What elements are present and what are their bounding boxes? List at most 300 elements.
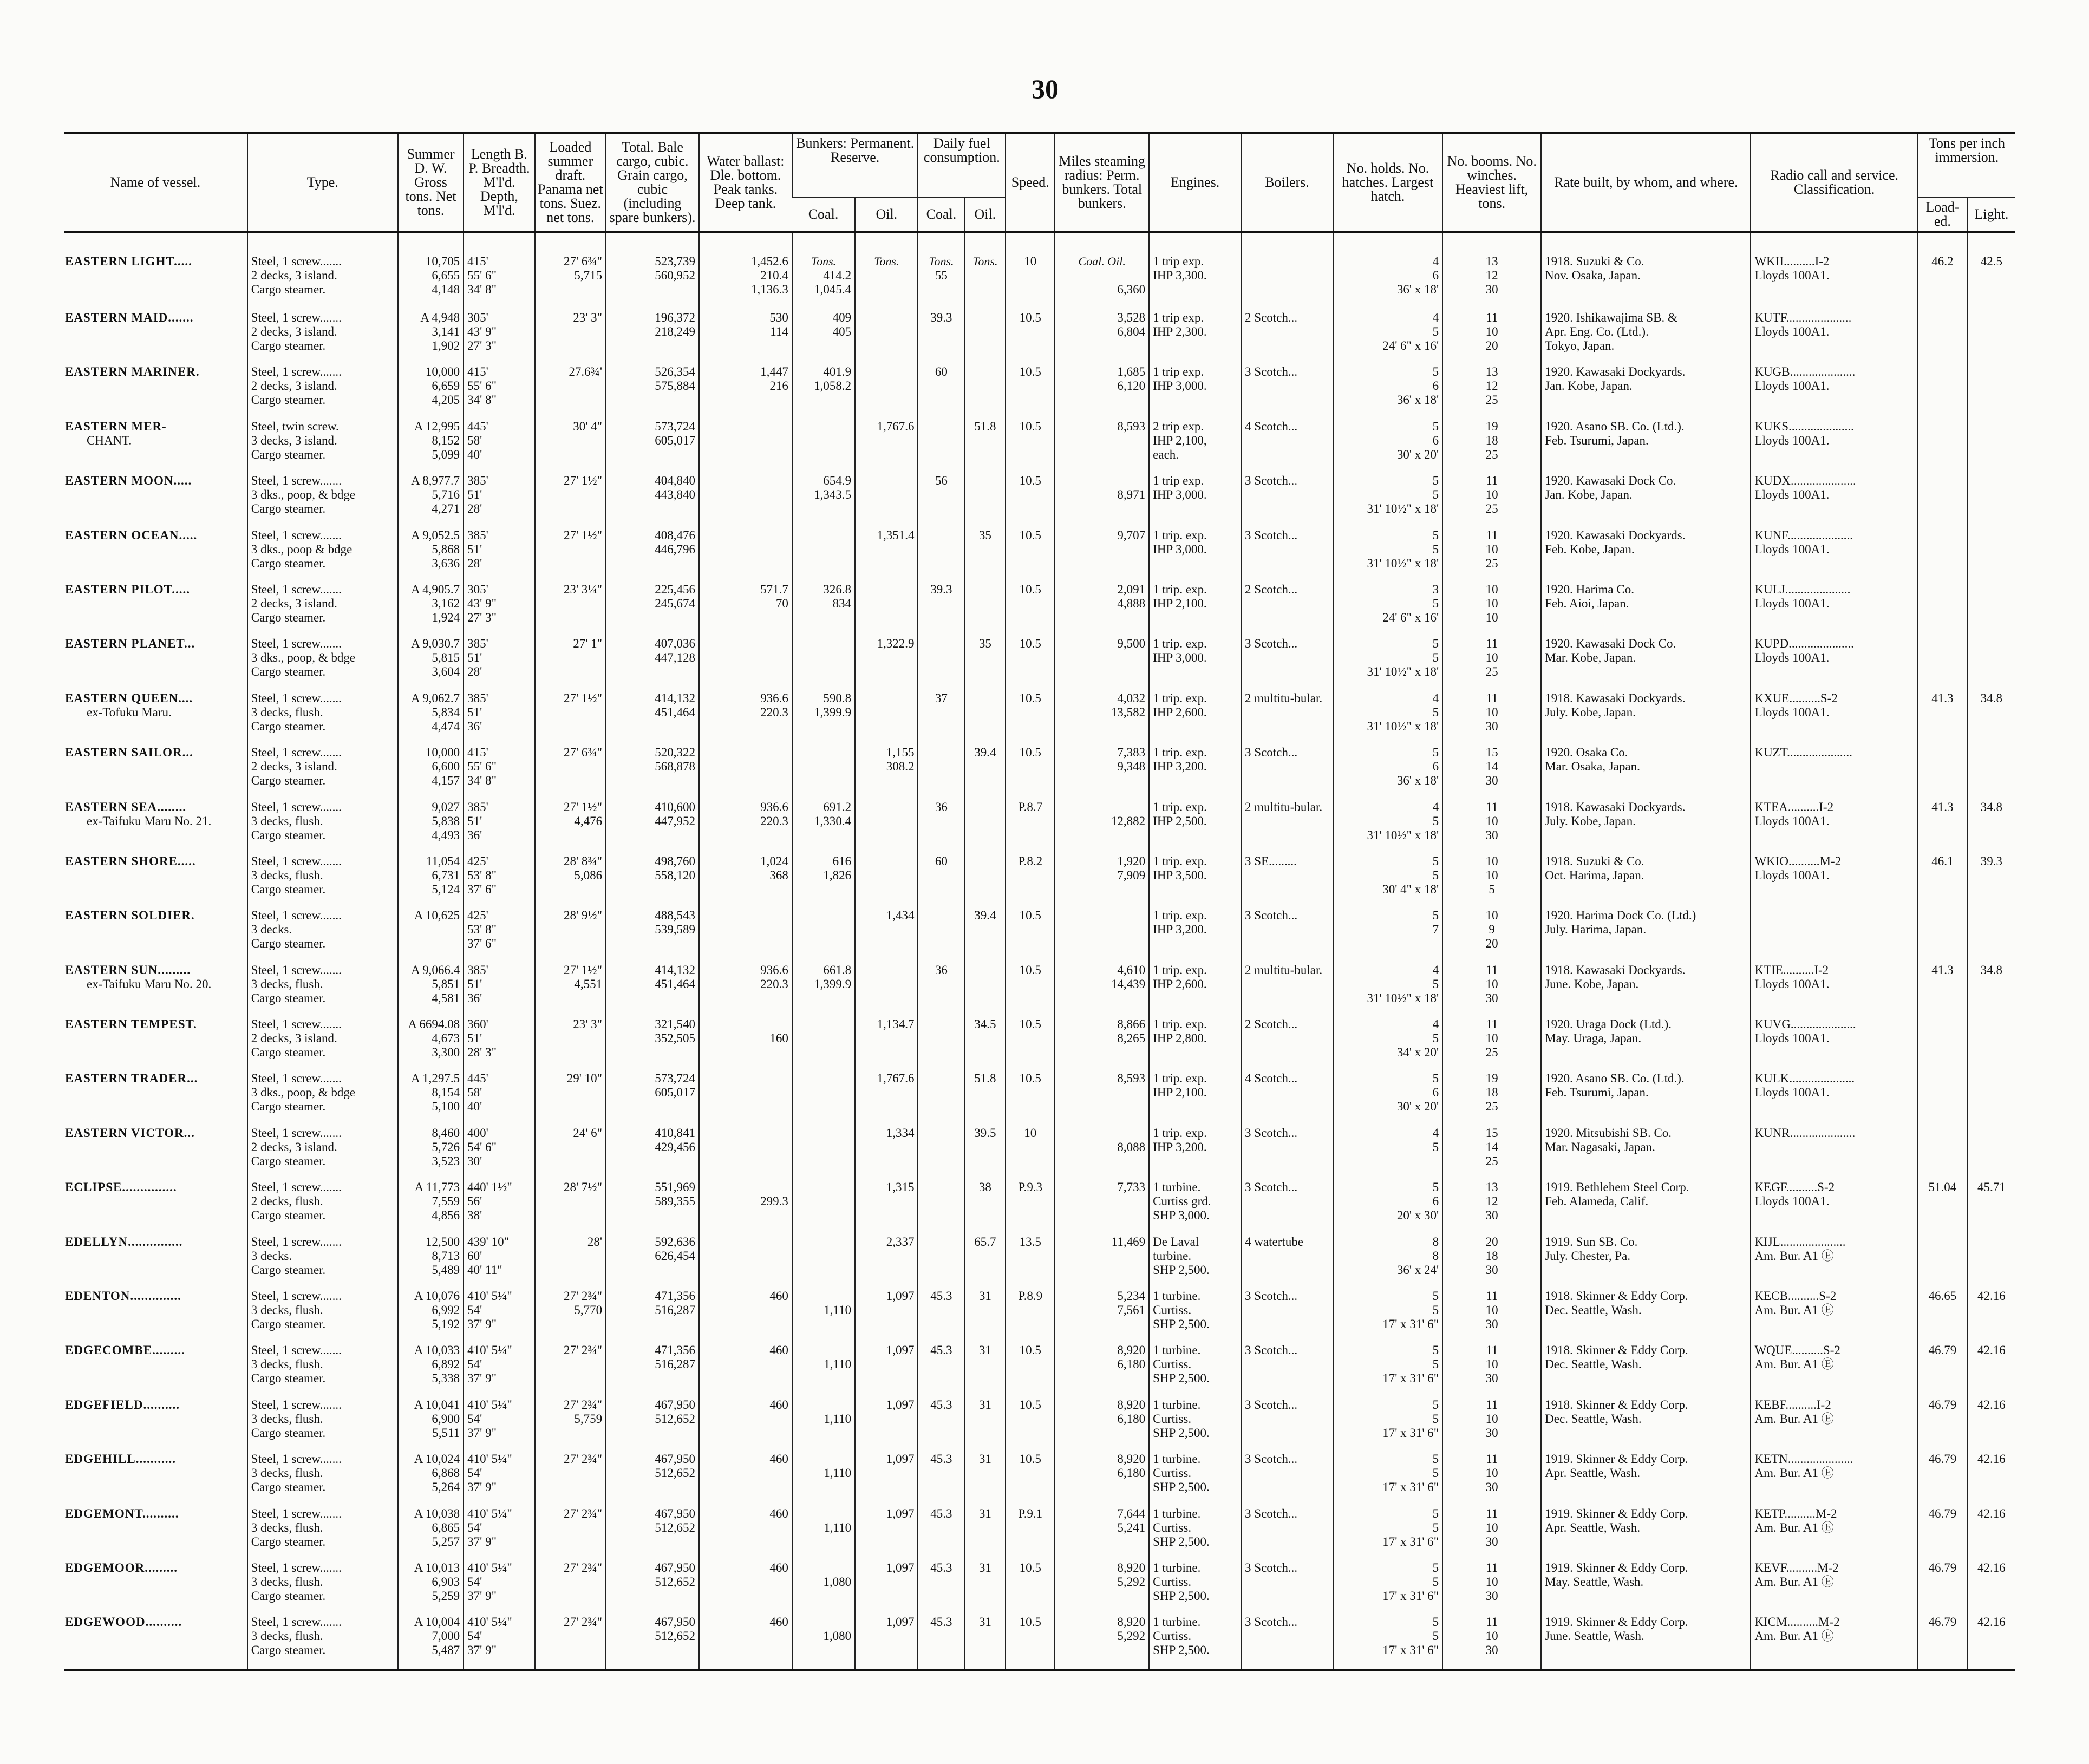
cell-line: 11 bbox=[1486, 1452, 1498, 1466]
cell-line: Feb. Tsurumi, Japan. bbox=[1545, 433, 1649, 447]
cell-line: A 11,773 bbox=[414, 1180, 460, 1194]
cell-value: 31 bbox=[978, 1289, 991, 1303]
cell-line: 37' 9" bbox=[467, 1317, 497, 1331]
cell-line: 13 bbox=[1485, 254, 1498, 268]
cell-line: 1920. Asano SB. Co. (Ltd.). bbox=[1545, 419, 1685, 433]
cell-bunker-coal bbox=[792, 1072, 855, 1126]
cell-value: 45.3 bbox=[930, 1615, 952, 1629]
cell-line: 5,257 bbox=[432, 1534, 460, 1549]
cell-line bbox=[796, 1126, 851, 1140]
cell-tons-light bbox=[1967, 1235, 2015, 1289]
cell-value bbox=[1971, 420, 2012, 434]
cell-line: Cargo steamer. bbox=[251, 447, 326, 461]
cell-line bbox=[703, 923, 788, 937]
cell-bunker-oil bbox=[855, 854, 918, 909]
cell-vessel-name bbox=[64, 474, 247, 528]
cell-line: Mar. Osaka, Japan. bbox=[1545, 760, 1640, 774]
cell-line: Steel, 1 screw....... bbox=[251, 1343, 342, 1357]
cell-line: 40' bbox=[467, 447, 482, 461]
vessel-name: EASTERN TRADER... bbox=[65, 1072, 198, 1086]
cell-value: 42.16 bbox=[1977, 1452, 2006, 1466]
table-row bbox=[64, 311, 2015, 365]
cell-line bbox=[796, 746, 851, 760]
cell-line: 1920. Kawasaki Dockyards. bbox=[1545, 365, 1686, 379]
cell-line: 5 bbox=[1432, 488, 1439, 502]
cell-miles bbox=[1055, 800, 1149, 854]
cell-line: 1918. Skinner & Eddy Corp. bbox=[1545, 1343, 1688, 1357]
cell-line bbox=[1059, 883, 1145, 897]
cell-line: 1,024 bbox=[760, 854, 788, 868]
cell-line bbox=[610, 828, 695, 842]
cell-line: 3 decks. bbox=[251, 1249, 292, 1263]
cell-holds bbox=[1333, 1343, 1442, 1397]
cell-speed bbox=[1006, 1507, 1055, 1561]
cell-value: 46.79 bbox=[1928, 1397, 1957, 1412]
cell-tons-loaded bbox=[1918, 583, 1967, 637]
cell-line bbox=[1545, 557, 1747, 571]
header-miles: Miles steaming radius: Perm. bunkers. Total bunkers. bbox=[1055, 133, 1149, 232]
cell-line: 1 turbine. bbox=[1153, 1289, 1201, 1303]
cell-line bbox=[539, 325, 602, 339]
cell-fuel-coal bbox=[918, 583, 964, 637]
cell-line: 28' 9½" bbox=[564, 909, 603, 923]
cell-line bbox=[796, 434, 851, 448]
cell-line bbox=[859, 828, 914, 842]
cell-loaded bbox=[535, 1343, 606, 1397]
cell-line: Steel, 1 screw....... bbox=[251, 254, 342, 268]
cell-line: 512,652 bbox=[655, 1466, 695, 1480]
cell-line: 31' 10½" x 18' bbox=[1367, 502, 1439, 516]
cell-value: 2 multitu-bular. bbox=[1245, 963, 1323, 977]
cell-line bbox=[1545, 883, 1747, 897]
cell-line: 70 bbox=[775, 596, 788, 610]
cell-line: 14 bbox=[1485, 760, 1498, 774]
cell-line bbox=[703, 883, 788, 897]
cell-line: 410' 5¼" bbox=[467, 1615, 512, 1629]
cell-line: 36' x 18' bbox=[1396, 393, 1439, 407]
cell-type bbox=[247, 583, 398, 637]
cell-value bbox=[922, 420, 961, 434]
cell-tons-light bbox=[1967, 1343, 2015, 1397]
cell-line: 1918. Suzuki & Co. bbox=[1545, 254, 1644, 268]
cell-boilers bbox=[1241, 1398, 1333, 1452]
cell-total bbox=[606, 365, 699, 419]
cell-value: 10.5 bbox=[1019, 909, 1041, 923]
cell-radio bbox=[1751, 1017, 1917, 1072]
cell-value: 56 bbox=[935, 474, 948, 488]
cell-line: 1919. Bethlehem Steel Corp. bbox=[1545, 1180, 1689, 1194]
cell-length bbox=[464, 746, 534, 800]
vessel-name: EDGEFIELD.......... bbox=[65, 1397, 180, 1412]
cell-type bbox=[247, 963, 398, 1017]
cell-line: 10 bbox=[1485, 909, 1498, 923]
cell-total bbox=[606, 528, 699, 583]
cell-value: 10.5 bbox=[1019, 311, 1041, 324]
cell-type bbox=[247, 1126, 398, 1180]
cell-rate-built bbox=[1541, 637, 1751, 691]
cell-line: 6,900 bbox=[432, 1412, 460, 1426]
cell-line bbox=[539, 448, 602, 462]
cell-fuel-oil bbox=[964, 909, 1006, 963]
cell-line: 10 bbox=[1485, 1629, 1498, 1643]
cell-line: Curtiss. bbox=[1153, 1303, 1192, 1317]
cell-line: 385' bbox=[467, 963, 488, 977]
cell-holds bbox=[1333, 746, 1442, 800]
cell-speed bbox=[1006, 909, 1055, 963]
vessel-rows bbox=[64, 232, 2015, 1670]
cell-line: KEGF..........S-2 bbox=[1754, 1180, 1835, 1194]
table-row bbox=[64, 583, 2015, 637]
cell-booms bbox=[1442, 1289, 1541, 1343]
cell-line: 1,685 bbox=[1117, 365, 1146, 379]
cell-line: 414,132 bbox=[655, 691, 695, 705]
vessel-name: EASTERN VICTOR... bbox=[65, 1126, 195, 1140]
cell-line bbox=[703, 746, 788, 760]
cell-value: 31 bbox=[978, 1506, 991, 1520]
unit-label: Tons. bbox=[811, 254, 837, 268]
cell-line bbox=[610, 1643, 695, 1657]
cell-fuel-coal bbox=[918, 1289, 964, 1343]
cell-value: 10.5 bbox=[1019, 365, 1041, 379]
table-row bbox=[64, 746, 2015, 800]
cell-line: 28' 7½" bbox=[564, 1180, 603, 1194]
cell-line: 5 bbox=[1432, 474, 1439, 488]
cell-value: 34.5 bbox=[974, 1017, 996, 1031]
cell-value: 39.5 bbox=[974, 1126, 996, 1140]
cell-total bbox=[606, 232, 699, 311]
cell-tons-light bbox=[1967, 311, 2015, 365]
cell-boilers bbox=[1241, 691, 1333, 746]
cell-value: 10.5 bbox=[1019, 1560, 1041, 1574]
cell-type bbox=[247, 800, 398, 854]
cell-line: Steel, 1 screw....... bbox=[251, 691, 342, 705]
cell-line: 27' 2¾" bbox=[564, 1289, 603, 1303]
cell-length bbox=[464, 909, 534, 963]
cell-radio bbox=[1751, 1398, 1917, 1452]
vessel-name: EASTERN PLANET... bbox=[65, 637, 195, 651]
cell-rate-built bbox=[1541, 1343, 1751, 1397]
cell-line: 3 decks, flush. bbox=[251, 814, 323, 828]
cell-line: 4 bbox=[1432, 311, 1439, 324]
cell-line: Lloyds 100A1. bbox=[1754, 705, 1830, 719]
cell-bunker-oil bbox=[855, 1398, 918, 1452]
cell-line: IHP 2,500. bbox=[1153, 814, 1207, 828]
cell-tons-light bbox=[1967, 854, 2015, 909]
cell-line: 27' 1½" bbox=[564, 474, 603, 488]
cell-line bbox=[610, 283, 695, 297]
cell-line: 3 decks, 3 island. bbox=[251, 433, 337, 447]
cell-holds bbox=[1333, 1180, 1442, 1234]
cell-line: 30' x 20' bbox=[1396, 1100, 1439, 1114]
cell-line bbox=[703, 1046, 788, 1060]
cell-radio bbox=[1751, 746, 1917, 800]
cell-fuel-oil bbox=[964, 1289, 1006, 1343]
cell-line bbox=[796, 923, 851, 937]
cell-tons-loaded bbox=[1918, 909, 1967, 963]
cell-line bbox=[859, 1140, 914, 1154]
cell-line bbox=[796, 1398, 851, 1412]
cell-line bbox=[610, 557, 695, 571]
header-summer: Summer D. W. Gross tons. Net tons. bbox=[398, 133, 464, 232]
cell-line: 5 bbox=[1432, 909, 1439, 923]
cell-bunker-oil bbox=[855, 1072, 918, 1126]
cell-loaded bbox=[535, 1289, 606, 1343]
cell-line: 36' bbox=[467, 719, 482, 733]
cell-tons-loaded bbox=[1918, 1289, 1967, 1343]
cell-line: 30 bbox=[1485, 283, 1498, 296]
cell-value: 45.3 bbox=[930, 1343, 952, 1357]
cell-type bbox=[247, 232, 398, 311]
cell-line bbox=[610, 611, 695, 625]
cell-line: 445' bbox=[467, 419, 488, 433]
cell-line: 326.8 bbox=[823, 582, 852, 596]
cell-value: 31 bbox=[978, 1560, 991, 1574]
cell-line: KUKS..................... bbox=[1754, 419, 1854, 433]
cell-line: 37' 9" bbox=[467, 1534, 497, 1549]
cell-value bbox=[1971, 528, 2012, 543]
header-engines: Engines. bbox=[1149, 133, 1241, 232]
cell-line bbox=[796, 1615, 851, 1629]
cell-value: 51.04 bbox=[1928, 1180, 1957, 1194]
cell-line: IHP 3,000. bbox=[1153, 651, 1207, 665]
cell-value bbox=[922, 1235, 961, 1249]
cell-tons-light bbox=[1967, 1180, 2015, 1234]
cell-line: Cargo steamer. bbox=[251, 502, 326, 516]
unit-label: Tons. bbox=[929, 254, 954, 268]
cell-booms bbox=[1442, 1017, 1541, 1072]
cell-boilers bbox=[1241, 1343, 1333, 1397]
cell-line: 6,731 bbox=[432, 868, 460, 882]
cell-line: Steel, twin screw. bbox=[251, 419, 339, 433]
cell-total bbox=[606, 800, 699, 854]
cell-line: A 6694.08 bbox=[408, 1017, 460, 1031]
cell-line: 1 trip. exp. bbox=[1153, 854, 1207, 868]
cell-line bbox=[703, 474, 788, 488]
vessel-name: EDENTON.............. bbox=[65, 1289, 181, 1303]
cell-booms bbox=[1442, 1398, 1541, 1452]
cell-line bbox=[1545, 1535, 1747, 1549]
cell-line: 11 bbox=[1486, 1506, 1498, 1520]
cell-loaded bbox=[535, 963, 606, 1017]
cell-line bbox=[539, 1031, 602, 1046]
cell-line: 20 bbox=[1485, 339, 1498, 352]
cell-tons-loaded bbox=[1918, 1072, 1967, 1126]
cell-line: 410' 5¼" bbox=[467, 1560, 512, 1574]
cell-boilers bbox=[1241, 746, 1333, 800]
cell-line bbox=[703, 1249, 788, 1263]
vessel-former-name: ex-Tofuku Maru. bbox=[87, 705, 172, 719]
cell-radio bbox=[1751, 800, 1917, 854]
vessel-name: EASTERN MER- bbox=[65, 419, 167, 433]
cell-line: 1,924 bbox=[432, 610, 460, 624]
cell-line: Feb. Alameda, Calif. bbox=[1545, 1194, 1649, 1208]
cell-bunker-oil bbox=[855, 746, 918, 800]
cell-total bbox=[606, 637, 699, 691]
cell-line bbox=[859, 611, 914, 625]
cell-length bbox=[464, 963, 534, 1017]
cell-line: Steel, 1 screw....... bbox=[251, 1234, 342, 1249]
cell-boilers bbox=[1241, 1072, 1333, 1126]
cell-loaded bbox=[535, 232, 606, 311]
cell-line: 1 trip exp. bbox=[1153, 474, 1204, 488]
cell-line: 3,162 bbox=[432, 596, 460, 610]
cell-booms bbox=[1442, 800, 1541, 854]
cell-line: KUZT..................... bbox=[1754, 746, 1852, 760]
cell-line: 6,655 bbox=[432, 269, 460, 282]
cell-speed bbox=[1006, 1398, 1055, 1452]
cell-line: Am. Bur. A1 Ⓔ bbox=[1754, 1249, 1834, 1263]
cell-speed bbox=[1006, 963, 1055, 1017]
cell-line: Jan. Kobe, Japan. bbox=[1545, 488, 1633, 502]
cell-summer bbox=[398, 1180, 464, 1234]
cell-line: Am. Bur. A1 Ⓔ bbox=[1754, 1466, 1834, 1480]
cell-line: 27' 2¾" bbox=[564, 1560, 603, 1574]
table-row bbox=[64, 1289, 2015, 1343]
cell-line: Steel, 1 screw....... bbox=[251, 474, 342, 488]
cell-tons-light bbox=[1967, 963, 2015, 1017]
cell-line: 4 bbox=[1432, 800, 1439, 814]
cell-line: 17' x 31' 6" bbox=[1382, 1426, 1439, 1440]
cell-line: 5,234 bbox=[1117, 1289, 1146, 1303]
cell-loaded bbox=[535, 365, 606, 419]
cell-line: 6,868 bbox=[432, 1466, 460, 1480]
cell-line: 5 bbox=[1432, 1357, 1439, 1371]
cell-line: 58' bbox=[467, 433, 482, 447]
cell-line: Cargo steamer. bbox=[251, 339, 326, 352]
cell-booms bbox=[1442, 746, 1541, 800]
cell-line: 352,505 bbox=[655, 1031, 695, 1046]
cell-value bbox=[1922, 637, 1963, 651]
cell-length bbox=[464, 1289, 534, 1343]
cell-vessel-name bbox=[64, 1507, 247, 1561]
cell-fuel-oil bbox=[964, 1235, 1006, 1289]
cell-line: 404,840 bbox=[655, 474, 695, 488]
cell-type bbox=[247, 311, 398, 365]
cell-line bbox=[1153, 283, 1237, 297]
cell-line: 385' bbox=[467, 637, 488, 651]
cell-line: 5 bbox=[1432, 528, 1439, 542]
cell-line: 11 bbox=[1486, 311, 1498, 324]
cell-line: 13,582 bbox=[1111, 705, 1146, 719]
cell-line: 30' 4" x 18' bbox=[1382, 882, 1439, 896]
cell-value bbox=[968, 474, 1002, 488]
cell-line: 37' 6" bbox=[467, 882, 497, 896]
cell-line: 10 bbox=[1485, 854, 1498, 868]
cell-value bbox=[1922, 1072, 1963, 1086]
cell-line bbox=[703, 665, 788, 679]
cell-line: 43' 9" bbox=[467, 325, 497, 338]
cell-tons-loaded bbox=[1918, 1126, 1967, 1180]
cell-line: 14,439 bbox=[1111, 977, 1146, 991]
cell-engines bbox=[1149, 528, 1241, 583]
cell-radio bbox=[1751, 1180, 1917, 1234]
cell-line: 53' 8" bbox=[467, 923, 497, 937]
cell-line: 5,834 bbox=[432, 705, 460, 719]
cell-line: Feb. Tsurumi, Japan. bbox=[1545, 1086, 1649, 1100]
cell-line: 17' x 31' 6" bbox=[1382, 1317, 1439, 1331]
header-tons-light: Light. bbox=[1967, 198, 2015, 232]
cell-type bbox=[247, 1507, 398, 1561]
cell-miles bbox=[1055, 1343, 1149, 1397]
cell-line: Steel, 1 screw....... bbox=[251, 909, 342, 923]
cell-line bbox=[859, 1412, 914, 1426]
cell-line bbox=[703, 1180, 788, 1194]
cell-water bbox=[699, 232, 792, 311]
cell-line bbox=[859, 1426, 914, 1440]
cell-line: 30' bbox=[467, 1154, 482, 1168]
cell-value: 65.7 bbox=[974, 1234, 996, 1249]
cell-line: 1920. Kawasaki Dockyards. bbox=[1545, 528, 1686, 542]
cell-value bbox=[1922, 583, 1963, 597]
cell-line: 308.2 bbox=[886, 760, 915, 774]
cell-rate-built bbox=[1541, 1180, 1751, 1234]
cell-value: 36 bbox=[935, 800, 948, 814]
cell-fuel-oil bbox=[964, 420, 1006, 474]
cell-line: 5 bbox=[1432, 1520, 1439, 1534]
cell-line: 1919. Skinner & Eddy Corp. bbox=[1545, 1506, 1688, 1520]
cell-value: 3 Scotch... bbox=[1245, 1180, 1298, 1194]
cell-line: 5 bbox=[1432, 1574, 1439, 1589]
cell-line: Cargo steamer. bbox=[251, 1100, 326, 1114]
cell-line: 5,192 bbox=[432, 1317, 460, 1331]
cell-holds bbox=[1333, 311, 1442, 365]
cell-value: 3 Scotch... bbox=[1245, 1397, 1298, 1412]
cell-line: 616 bbox=[832, 854, 852, 868]
cell-line bbox=[796, 1046, 851, 1060]
cell-tons-light bbox=[1967, 1126, 2015, 1180]
cell-line: 30 bbox=[1485, 774, 1498, 788]
cell-tons-loaded bbox=[1918, 637, 1967, 691]
cell-line: 36' x 18' bbox=[1396, 283, 1439, 296]
cell-speed bbox=[1006, 800, 1055, 854]
cell-line: KUVG..................... bbox=[1754, 1017, 1856, 1031]
cell-line: 460 bbox=[769, 1343, 788, 1357]
cell-water bbox=[699, 1452, 792, 1506]
cell-speed bbox=[1006, 1017, 1055, 1072]
cell-fuel-oil bbox=[964, 528, 1006, 583]
cell-line: WQUE..........S-2 bbox=[1754, 1343, 1840, 1357]
cell-miles bbox=[1055, 232, 1149, 311]
cell-value bbox=[922, 1180, 961, 1194]
cell-fuel-coal bbox=[918, 963, 964, 1017]
cell-loaded bbox=[535, 311, 606, 365]
cell-boilers bbox=[1241, 1452, 1333, 1506]
cell-line: 445' bbox=[467, 1072, 488, 1086]
cell-line: Mar. Kobe, Japan. bbox=[1545, 651, 1636, 665]
cell-line: 54' bbox=[467, 1357, 482, 1371]
cell-line bbox=[539, 1521, 602, 1535]
cell-line: 936.6 bbox=[760, 963, 788, 977]
cell-line: Dec. Seattle, Wash. bbox=[1545, 1412, 1642, 1426]
cell-line bbox=[1059, 1371, 1145, 1386]
cell-line: 1,315 bbox=[886, 1180, 915, 1194]
cell-holds bbox=[1333, 1507, 1442, 1561]
cell-line: 6,659 bbox=[432, 379, 460, 393]
header-booms: No. booms. No. winches. Heaviest lift, tons. bbox=[1442, 133, 1541, 232]
cell-total bbox=[606, 1561, 699, 1615]
cell-radio bbox=[1751, 528, 1917, 583]
cell-line: 3 decks, flush. bbox=[251, 1303, 323, 1317]
cell-value bbox=[922, 528, 961, 543]
cell-line: KETP..........M-2 bbox=[1754, 1506, 1837, 1520]
cell-value: 46.79 bbox=[1928, 1452, 1957, 1466]
vessel-name: EDGEMOOR......... bbox=[65, 1560, 178, 1574]
cell-line: 54' bbox=[467, 1520, 482, 1534]
cell-water bbox=[699, 420, 792, 474]
cell-line: 7,561 bbox=[1117, 1303, 1146, 1317]
cell-line: 410' 5¼" bbox=[467, 1506, 512, 1520]
cell-value: 10.5 bbox=[1019, 1397, 1041, 1412]
